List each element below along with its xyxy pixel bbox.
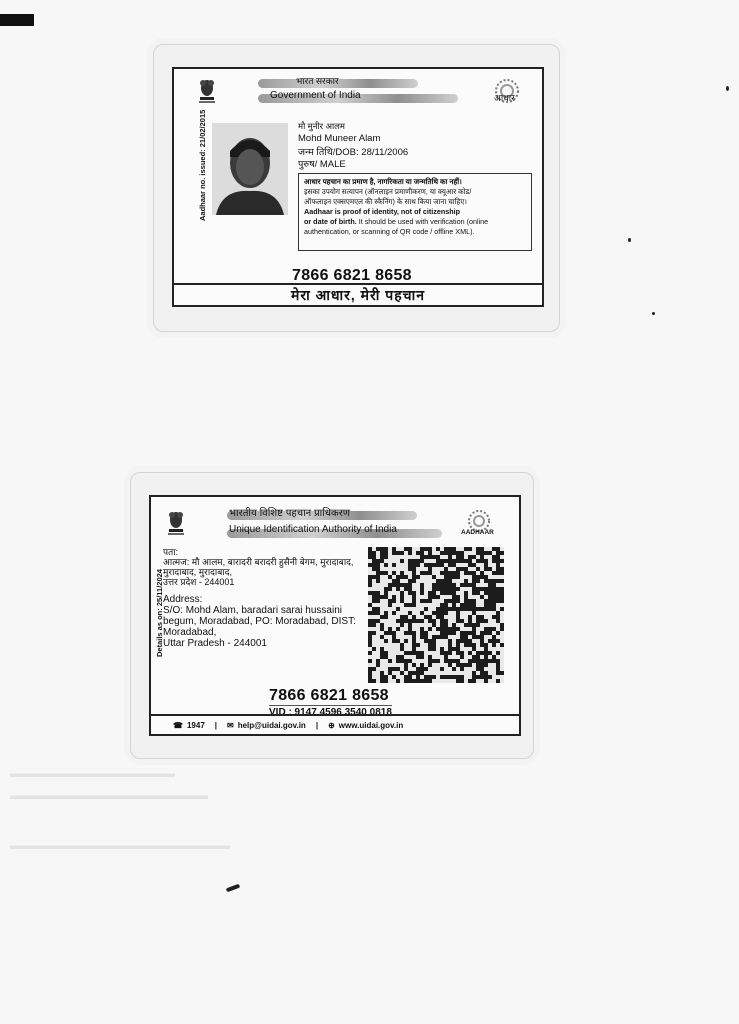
govt-hindi: भारत सरकार: [296, 76, 339, 86]
disclaimer-hindi-line: इसका उपयोग सत्यापन (ऑनलाइन प्रमाणीकरण, या क्यूआर कोड/: [304, 187, 472, 196]
disclaimer-hindi-line: आधार पहचान का प्रमाण है, नागरिकता या जन्मतिथि का नहीं।: [304, 177, 462, 186]
globe-icon: ⊕: [328, 720, 335, 730]
footer-separator: |: [214, 720, 218, 730]
address-hindi-line: आत्मज: मौ आलम, बारादरी बरादरी हुसैनी बेगम, मुरादाबाद,: [163, 557, 354, 567]
scan-speck: [652, 312, 655, 315]
bleed-through-mark: ▬▬▬▬▬▬▬▬▬▬▬▬▬▬▬▬▬▬: [10, 790, 208, 802]
aadhaar-disclaimer-box: [298, 173, 532, 251]
address-hindi-line: उत्तर प्रदेश - 244001: [163, 577, 235, 587]
holder-gender: पुरुष/ MALE: [298, 159, 346, 170]
aadhaar-back-card: [130, 472, 534, 759]
holder-name-hindi: मौ मुनीर आलम: [298, 121, 346, 131]
aadhaar-logo-icon: आधार: [482, 73, 532, 107]
disclaimer-english-line: Aadhaar is proof of identity, not of citizenship: [304, 207, 460, 216]
issued-date-vertical: Aadhaar no. issued: 21/02/2015: [198, 109, 207, 221]
bleed-through-mark: ▬▬▬▬▬▬▬▬▬▬▬▬▬▬▬: [10, 768, 175, 780]
slogan-footer: मेरा आधार, मेरी पहचान: [174, 283, 542, 305]
scan-speck: [628, 238, 631, 242]
national-emblem-icon: [165, 507, 187, 537]
aadhaar-number: 7866 6821 8658: [292, 267, 412, 284]
help-email: help@uidai.gov.in: [237, 720, 306, 730]
aadhaar-number: 7866 6821 8658: [269, 687, 389, 704]
qr-code: [368, 547, 504, 683]
mail-icon: ✉: [227, 720, 234, 730]
address-english-line: Uttar Pradesh - 244001: [163, 638, 267, 649]
helpline-number: 1947: [186, 720, 205, 730]
national-emblem-icon: [196, 75, 218, 105]
address-english-label: Address:: [163, 594, 203, 605]
address-hindi-label: पता:: [163, 547, 179, 557]
address-english-line: S/O: Mohd Alam, baradari sarai hussaini: [163, 605, 342, 616]
bleed-through-mark: ▬▬▬▬▬▬▬▬▬▬▬▬▬▬▬▬▬▬▬▬: [10, 840, 230, 852]
disclaimer-hindi-line: ऑफलाइन एक्सएमएल की स्कैनिंग) के साथ किया जाना चाहिए।: [304, 197, 468, 206]
scan-speck: [226, 884, 241, 893]
front-card-face: [172, 67, 544, 307]
disclaimer-english-line: authentication, or scanning of QR code / offline XML).: [304, 227, 475, 236]
website-url: www.uidai.gov.in: [338, 720, 404, 730]
footer-separator: |: [315, 720, 319, 730]
address-english-line: Moradabad,: [163, 627, 217, 638]
holder-photo: [212, 123, 288, 215]
authority-english: Unique Identification Authority of India: [229, 524, 397, 535]
authority-hindi: भारतीय विशिष्ट पहचान प्राधिकरण: [229, 508, 351, 519]
vid-number: VID : 9147 4596 3540 0818: [269, 707, 392, 718]
back-card-face: [149, 495, 521, 736]
holder-dob: जन्म तिथि/DOB: 28/11/2006: [298, 147, 409, 158]
disclaimer-english-line: or date of birth. It should be used with verification (online: [304, 217, 489, 226]
address-english-line: begum, Moradabad, PO: Moradabad, DIST:: [163, 616, 356, 627]
aadhaar-front-card: [153, 44, 560, 332]
holder-name-english: Mohd Muneer Alam: [298, 133, 381, 144]
aadhaar-logo-icon: AADHAAR: [453, 507, 505, 537]
phone-icon: ☎: [173, 720, 183, 730]
govt-english: Government of India: [270, 90, 361, 101]
details-date-vertical: Details as on: 25/11/2024: [155, 569, 164, 657]
contact-footer: [151, 714, 519, 734]
address-hindi-line: मुरादाबाद, मुरादाबाद,: [163, 567, 233, 577]
scan-corner-mark: [0, 14, 34, 26]
scan-speck: [726, 86, 729, 91]
